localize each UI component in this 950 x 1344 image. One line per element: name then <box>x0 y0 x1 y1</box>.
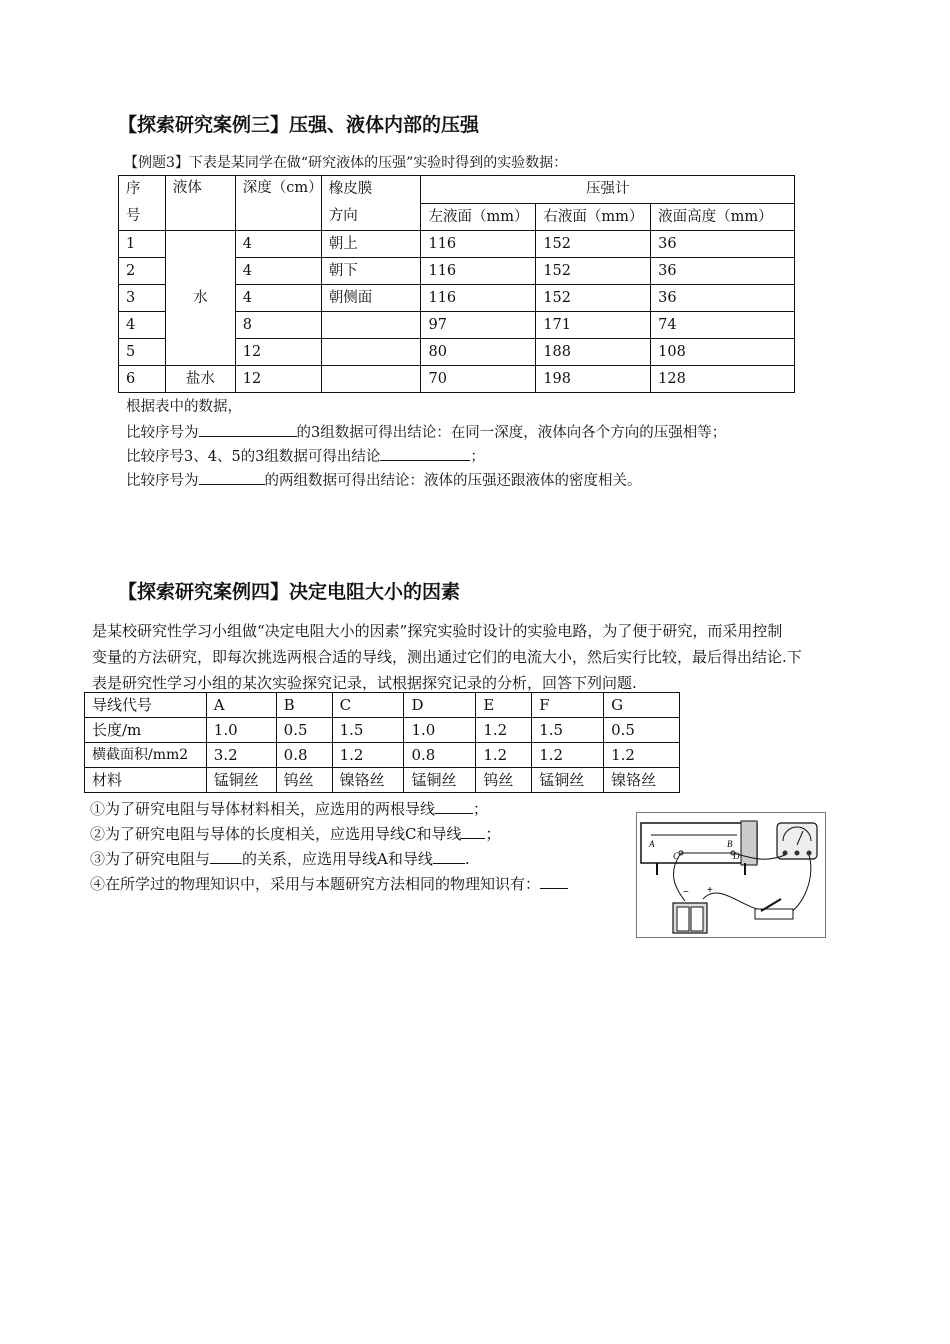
case3-question-1: 比较序号为 的3组数据可得出结论：在同一深度，液体向各个方向的压强相等； <box>126 420 726 446</box>
table-row <box>119 231 795 258</box>
answer-blank[interactable] <box>461 822 485 839</box>
cell-right: 188 <box>536 339 651 366</box>
cell-height: 128 <box>651 366 795 393</box>
cell-depth: 4 <box>235 231 321 258</box>
answer-blank[interactable] <box>210 847 242 864</box>
table-cell: 1.0 <box>404 718 476 743</box>
cell-height: 36 <box>651 258 795 285</box>
cell-depth: 4 <box>235 258 321 285</box>
label-b: B <box>727 839 733 849</box>
header-depth: 深度（cm） <box>235 176 321 231</box>
table-cell: 钨丝 <box>276 768 332 793</box>
table-cell: 1.0 <box>206 718 276 743</box>
cell-depth: 8 <box>235 312 321 339</box>
header-liquid: 液体 <box>165 176 235 231</box>
cell-height: 36 <box>651 231 795 258</box>
table-cell: 锰铜丝 <box>532 768 604 793</box>
table-cell: 镍铬丝 <box>332 768 404 793</box>
plus-sign: + <box>707 885 713 896</box>
cell-right: 152 <box>536 285 651 312</box>
table-cell: A <box>206 693 276 718</box>
case3-question-2: 比较序号3、4、5的3组数据可得出结论 ； <box>126 444 485 470</box>
cell-direction: 朝侧面 <box>321 285 421 312</box>
cell-seq: 5 <box>119 339 166 366</box>
table-cell: 0.8 <box>404 743 476 768</box>
case4-question-4: ④在所学过的物理知识中，采用与本题研究方法相同的物理知识有： <box>90 871 568 897</box>
cell-direction <box>321 339 421 366</box>
lead-wire <box>787 855 811 913</box>
case4-paragraph-line2: 变量的方法研究，即每次挑选两根合适的导线，测出通过它们的电流大小，然后实行比较，最后得出结论.下 <box>92 648 802 666</box>
cell-left: 116 <box>421 285 536 312</box>
cell-right: 152 <box>536 258 651 285</box>
cell-left: 80 <box>421 339 536 366</box>
table-cell: C <box>332 693 404 718</box>
cell-liquid-water: 水 <box>165 231 235 366</box>
header-film-direction: 橡皮膜 方向 <box>321 176 421 231</box>
cell-depth: 12 <box>235 339 321 366</box>
cell-right: 198 <box>536 366 651 393</box>
cell-depth: 4 <box>235 285 321 312</box>
table-cell: 镍铬丝 <box>604 768 680 793</box>
table-cell: E <box>476 693 532 718</box>
wire-table <box>84 692 680 793</box>
table-cell: 1.2 <box>476 743 532 768</box>
case4-question-1: ①为了研究电阻与导体材料相关，应选用的两根导线 ； <box>90 796 488 822</box>
answer-blank[interactable] <box>435 797 473 814</box>
cell-seq: 3 <box>119 285 166 312</box>
case3-question-intro: 根据表中的数据， <box>126 399 242 415</box>
cell-height: 108 <box>651 339 795 366</box>
table-cell: 0.5 <box>604 718 680 743</box>
answer-blank[interactable] <box>199 468 265 485</box>
answer-blank[interactable] <box>540 872 568 889</box>
cell-depth: 12 <box>235 366 321 393</box>
table-cell: G <box>604 693 680 718</box>
label-d: D <box>733 851 740 861</box>
cell-seq: 6 <box>119 366 166 393</box>
table-cell: 横截面积/mm2 <box>85 743 207 768</box>
cell-left: 116 <box>421 231 536 258</box>
label-c: C <box>673 851 680 861</box>
table-cell: B <box>276 693 332 718</box>
case4-question-2: ②为了研究电阻与导体的长度相关，应选用导线C和导线 ； <box>90 821 501 847</box>
table-cell: 1.5 <box>332 718 404 743</box>
table-cell: 锰铜丝 <box>206 768 276 793</box>
cell-direction: 朝下 <box>321 258 421 285</box>
case4-title: 【探索研究案例四】决定电阻大小的因素 <box>118 581 461 603</box>
battery-cell <box>677 907 689 931</box>
cell-direction <box>321 366 421 393</box>
table-cell: 1.5 <box>532 718 604 743</box>
cell-seq: 1 <box>119 231 166 258</box>
cell-right: 171 <box>536 312 651 339</box>
table-cell: 钨丝 <box>476 768 532 793</box>
circuit-diagram <box>637 813 825 937</box>
ammeter-terminal <box>807 851 812 856</box>
wire-board <box>641 823 757 863</box>
ammeter-terminal <box>783 851 788 856</box>
table-row <box>85 768 680 793</box>
case4-paragraph-line1: 是某校研究性学习小组做“决定电阻大小的因素”探究实验时设计的实验电路，为了便于研究，而采用控制 <box>92 622 783 640</box>
case3-title: 【探索研究案例三】压强、液体内部的压强 <box>118 114 480 136</box>
cell-left: 97 <box>421 312 536 339</box>
table-cell: 长度/m <box>85 718 207 743</box>
cell-direction <box>321 312 421 339</box>
answer-blank[interactable] <box>199 420 297 437</box>
cell-direction: 朝上 <box>321 231 421 258</box>
table-cell: 1.2 <box>532 743 604 768</box>
case4-paragraph-line3: 表是研究性学习小组的某次实验探究记录，试根据探究记录的分析，回答下列问题. <box>92 674 637 692</box>
header-left-level: 左液面（mm） <box>421 203 536 231</box>
header-seq: 序 号 <box>119 176 166 231</box>
ammeter-terminal <box>795 851 800 856</box>
cell-right: 152 <box>536 231 651 258</box>
case3-intro: 【例题3】下表是某同学在做“研究液体的压强”实验时得到的实验数据： <box>124 155 568 171</box>
table-row <box>85 693 680 718</box>
table-cell: 1.2 <box>332 743 404 768</box>
table-row <box>85 743 680 768</box>
case4-question-3: ③为了研究电阻与 的关系，应选用导线A和导线 . <box>90 846 470 872</box>
header-right-level: 右液面（mm） <box>536 203 651 231</box>
table-row <box>85 718 680 743</box>
answer-blank[interactable] <box>380 444 470 461</box>
header-level-height: 液面高度（mm） <box>651 203 795 231</box>
pressure-table <box>118 175 795 393</box>
case3-question-3: 比较序号为 的两组数据可得出结论：液体的压强还跟液体的密度相关。 <box>126 468 642 494</box>
table-cell: 1.2 <box>604 743 680 768</box>
minus-sign: − <box>683 887 689 898</box>
table-cell: 0.5 <box>276 718 332 743</box>
header-gauge: 压强计 <box>421 176 795 204</box>
cell-left: 70 <box>421 366 536 393</box>
cell-seq: 4 <box>119 312 166 339</box>
cell-liquid: 盐水 <box>165 366 235 393</box>
label-a: A <box>649 839 655 849</box>
cell-height: 74 <box>651 312 795 339</box>
battery-cell <box>691 907 703 931</box>
circuit-figure <box>636 812 826 938</box>
table-cell: 材料 <box>85 768 207 793</box>
cell-height: 36 <box>651 285 795 312</box>
cell-left: 116 <box>421 258 536 285</box>
table-cell: D <box>404 693 476 718</box>
answer-blank[interactable] <box>433 847 465 864</box>
table-row <box>119 366 795 393</box>
table-cell: 3.2 <box>206 743 276 768</box>
table-cell: 导线代号 <box>85 693 207 718</box>
table-cell: F <box>532 693 604 718</box>
table-cell: 1.2 <box>476 718 532 743</box>
table-cell: 0.8 <box>276 743 332 768</box>
table-cell: 锰铜丝 <box>404 768 476 793</box>
cell-seq: 2 <box>119 258 166 285</box>
